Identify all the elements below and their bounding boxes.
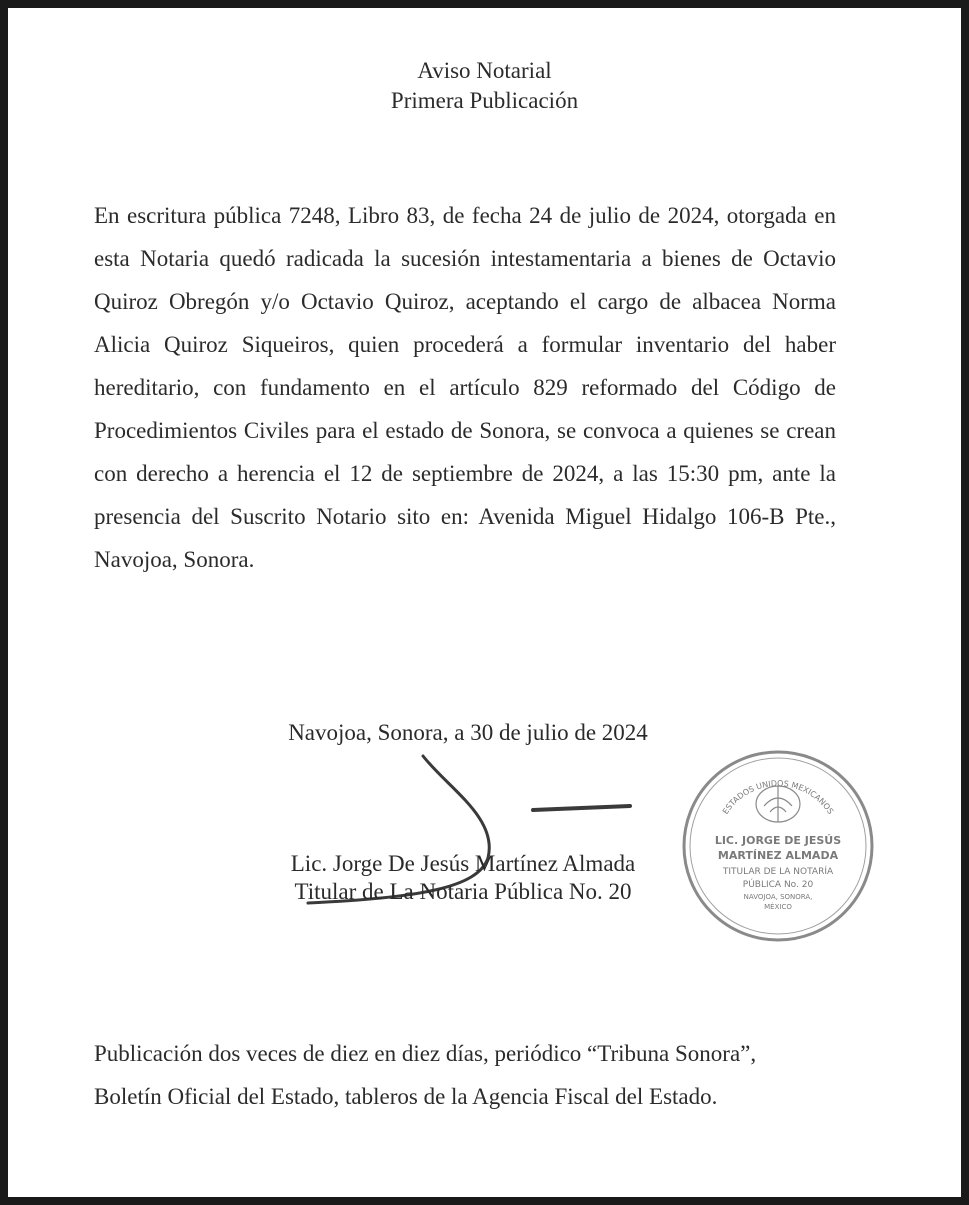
seal-line-6: MÉXICO (764, 903, 792, 911)
notice-subtitle: Primera Publicación (390, 88, 579, 113)
signature-stroke-dash (533, 806, 630, 810)
notice-header (8, 56, 961, 116)
seal-line-4: PÚBLICA No. 20 (742, 880, 814, 890)
eagle-emblem-icon (756, 786, 800, 822)
seal-ring-text: ESTADOS UNIDOS MEXICANOS (720, 778, 836, 816)
signer-position: Titular de La Notaria Pública No. 20 (294, 879, 632, 904)
seal-line-1: LIC. JORGE DE JESÚS (714, 834, 842, 847)
seal-line-2: MARTÍNEZ ALMADA (717, 849, 839, 862)
notary-seal-image (678, 746, 878, 946)
place-date: Navojoa, Sonora, a 30 de julio de 2024 (288, 720, 648, 745)
notice-title: Aviso Notarial (417, 58, 552, 83)
notice-body-paragraph: En escritura pública 7248, Libro 83, de fecha 24 de julio de 2024, otorgada en esta Notaria quedó radicada la sucesión intestamentaria a bienes de Octavio Quiroz Obregón y/o Octavio Quiroz, aceptando el cargo de albacea Norma Alicia Quiroz Siqueiros, quien procederá a formular inventario del haber hereditario, con fundamento en el artículo 829 reformado del Código de Procedimientos Civiles para el estado de Sonora, se convoca a quienes se crean con derecho a herencia el 12 de septiembre de 2024, a las 15:30 pm, ante la presencia del Suscrito Notario sito en: Avenida Miguel Hidalgo 106-B Pte., Navojoa, Sonora. (94, 203, 836, 572)
publication-note-line-2: Boletín Oficial del Estado, tableros de la Agencia Fiscal del Estado. (94, 1084, 718, 1109)
signer-block (203, 850, 723, 906)
seal-line-3: TITULAR DE LA NOTARÍA (722, 867, 834, 877)
signer-name: Lic. Jorge De Jesús Martínez Almada (290, 851, 636, 876)
publication-note (94, 1032, 844, 1118)
seal-line-5: NAVOJOA, SONORA, (743, 893, 813, 901)
publication-note-line-1: Publicación dos veces de diez en diez días, periódico “Tribuna Sonora”, (94, 1041, 757, 1066)
